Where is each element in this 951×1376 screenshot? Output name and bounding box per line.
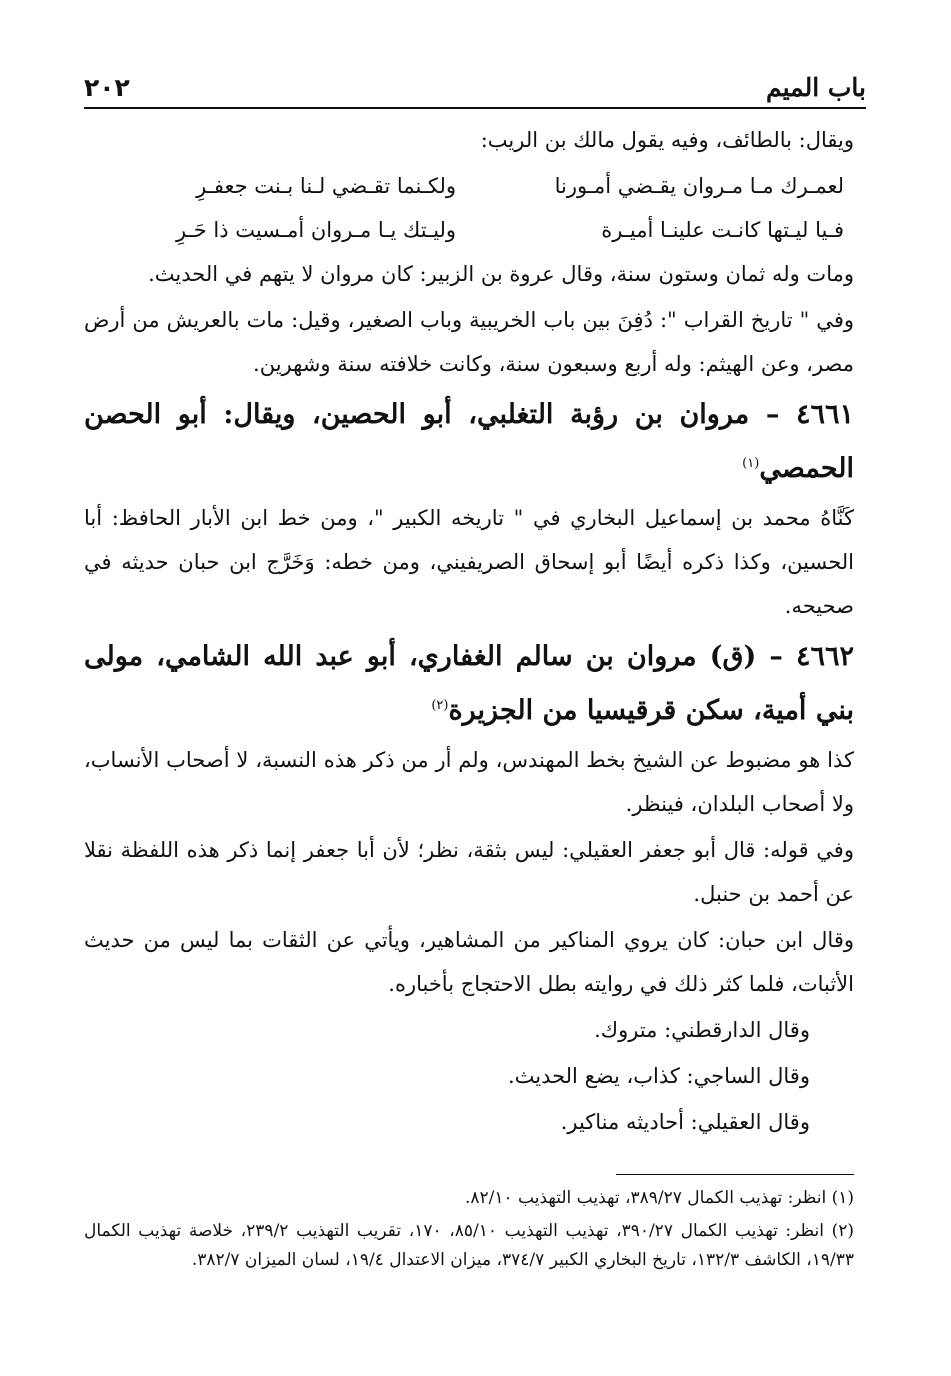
quote-line: وقال الساجي: كذاب، يضع الحديث. (507, 1064, 810, 1088)
entry-heading-4661 (84, 388, 854, 496)
paragraph: كَنَّاهُ محمد بن إسماعيل البخاري في " تاريخه الكبير "، ومن خط ابن الأبار الحافظ: أبا الحسين، وكذا ذكره أيضًا أبو إسحاق الصريفيني، ومن خطه: وَخَرَّج ابن حبان حديثه في صحيحه. (84, 506, 854, 618)
entry-title: ٤٦٦٢ – (ق) مروان بن سالم الغفاري، أبو عبد الله الشامي، مولى بني أمية، سكن قرقيسيا من الجزيرة (84, 641, 854, 726)
footnote-divider (616, 1174, 854, 1175)
paragraph: كذا هو مضبوط عن الشيخ بخط المهندس، ولم أر من ذكر هذه النسبة، لا أصحاب الأنساب، ولا أصحاب البلدان، فينظر. (84, 748, 854, 816)
main-text (84, 118, 854, 1146)
paragraph: وقال ابن حبان: كان يروي المناكير من المشاهير، ويأتي عن الثقات بما ليس من حديث الأثبات، فلما كثر ذلك في روايته بطل الاحتجاج بأخباره. (84, 928, 854, 996)
verse-first-hemistich: فـيا ليـتها كانـت علينـا أميـرة (601, 218, 844, 242)
footnotes (84, 1184, 854, 1279)
verse-second-hemistich: وليـتك يـا مـروان أمـسيت ذا حَـرِ (176, 218, 457, 242)
footnote: (٢) انظر: تهذيب الكمال ٣٩٠/٢٧، تهذيب التهذيب ٨٥/١٠، ١٧٠، تقريب التهذيب ٢٣٩/٢، خلاصة تهذيب الكمال ١٩/٣٣، الكاشف ١٣٢/٣، تاريخ البخاري الكبير ٣٧٤/٧، ميزان الاعتدال ١٩/٤، لسان الميزان ٣٨٢/٧. (84, 1221, 854, 1270)
footnote-ref: (٢) (431, 698, 449, 713)
quote-line: وقال العقيلي: أحاديثه مناكير. (560, 1110, 810, 1134)
paragraph: وفي قوله: قال أبو جعفر العقيلي: ليس بثقة، نظر؛ لأن أبا جعفر إنما ذكر هذه اللفظة نقلا عن أحمد بن حنبل. (84, 838, 854, 906)
footnote: (١) انظر: تهذيب الكمال ٣٨٩/٢٧، تهذيب التهذيب ٨٢/١٠. (464, 1188, 854, 1208)
running-header (84, 68, 866, 102)
page-number: ٢٠٢ (84, 73, 130, 102)
quote-line: وقال الدارقطني: متروك. (594, 1018, 810, 1042)
paragraph: وفي " تاريخ القراب ": دُفِنَ بين باب الخريبية وباب الصغير، وقيل: مات بالعريش من أرض مصر، وعن الهيثم: وله أربع وسبعون سنة، وكانت خلافته سنة وشهرين. (84, 308, 854, 376)
paragraph: ومات وله ثمان وستون سنة، وقال عروة بن الزبير: كان مروان لا يتهم في الحديث. (148, 262, 854, 286)
footnote-ref: (١) (742, 456, 760, 471)
paragraph: ويقال: بالطائف، وفيه يقول مالك بن الريب: (480, 128, 854, 152)
poem-verse (84, 164, 854, 208)
verse-first-hemistich: لعمـرك مـا مـروان يقـضي أمـورنا (554, 174, 844, 198)
poem (84, 164, 854, 252)
entry-heading-4662 (84, 630, 854, 738)
verse-second-hemistich: ولكـنما تقـضي لـنا بـنت جعفـرِ (196, 174, 457, 198)
chapter-title: باب الميم (765, 73, 866, 102)
entry-title: ٤٦٦١ – مروان بن رؤبة التغلبي، أبو الحصين، ويقال: أبو الحصن الحمصي (84, 399, 854, 484)
poem-verse (84, 208, 854, 252)
header-divider (84, 107, 866, 109)
